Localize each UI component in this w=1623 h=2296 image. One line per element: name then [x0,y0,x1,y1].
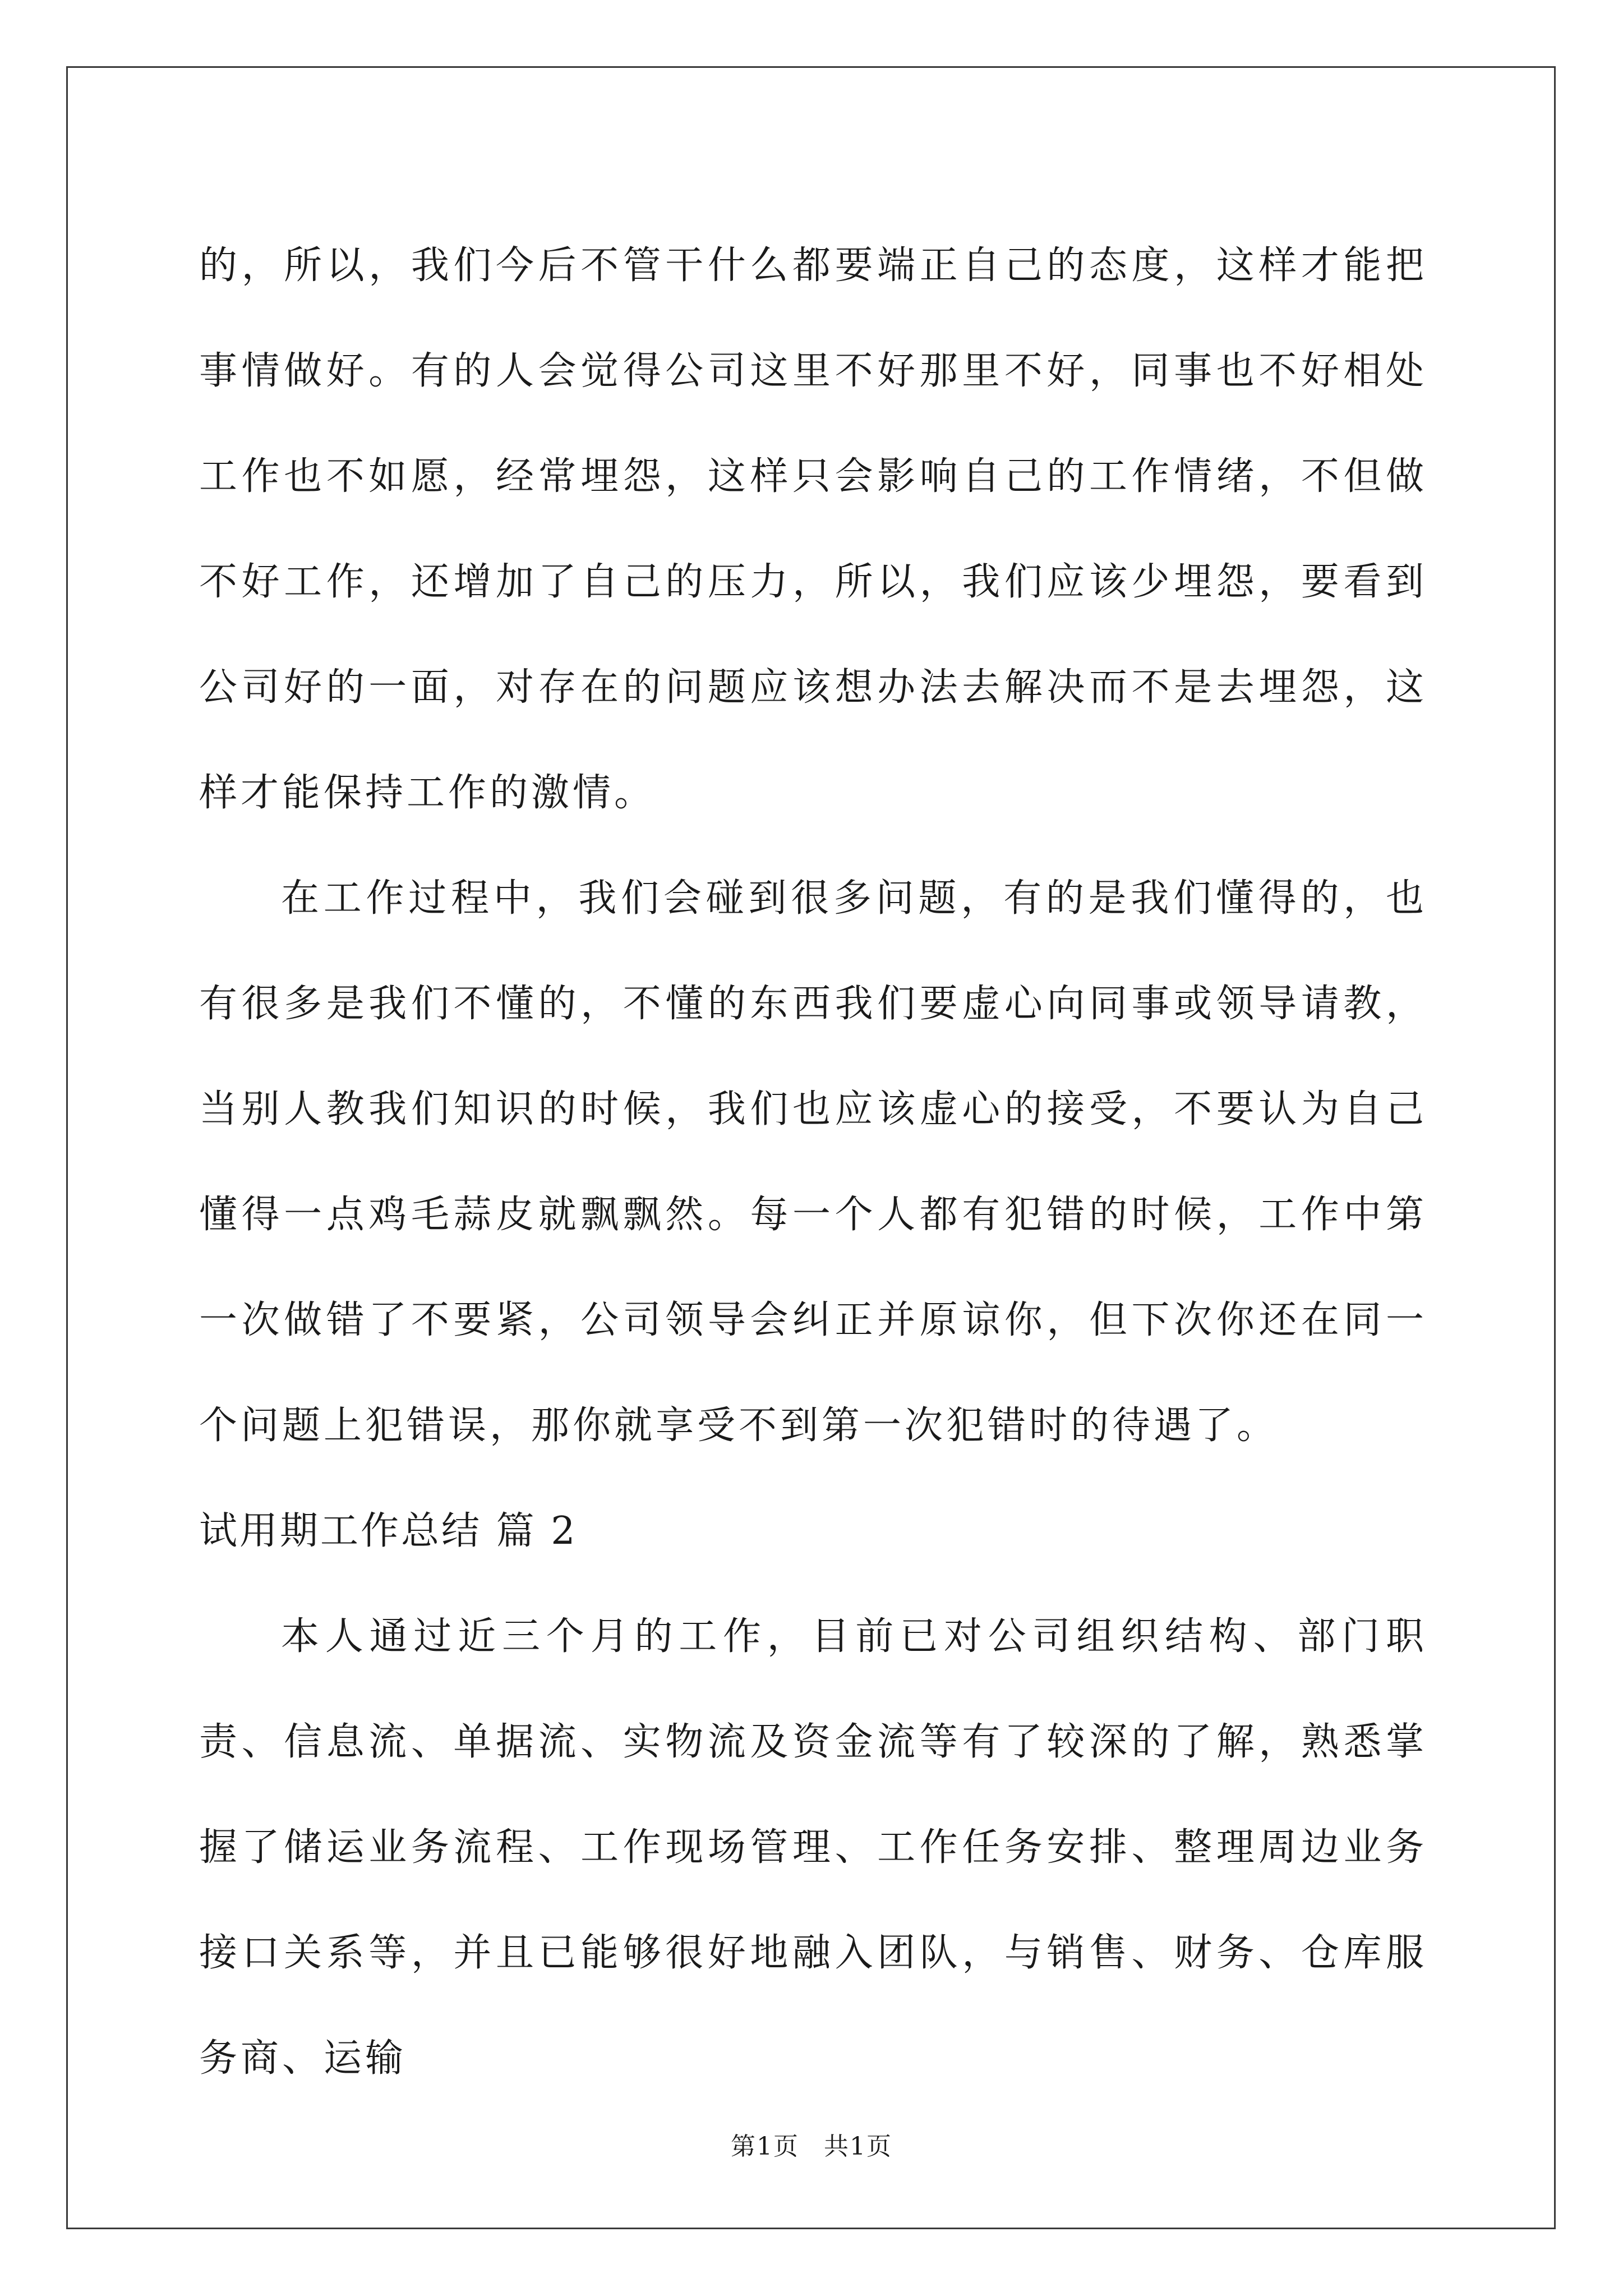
section-heading: 试用期工作总结 篇 2 [199,1509,578,1553]
page-footer [0,2126,1623,2162]
page-total: 共1页 [824,2132,892,2161]
paragraph-learning: 在工作过程中，我们会碰到很多问题，有的是我们懂得的，也有很多是我们不懂的，不懂的东西我们要虚心向同事或领导请教，当别人教我们知识的时候，我们也应该虚心的接受，不要认为自己懂得一点鸡毛蒜皮就飘飘然。每一个人都有犯错的时候，工作中第一次做错了不要紧，公司领导会纠正并原谅你，但下次你还在同一个问题上犯错误，那你就享受不到第一次犯错时的待遇了。 [199,876,1427,1448]
paragraph-section-2: 本人通过近三个月的工作，目前已对公司组织结构、部门职责、信息流、单据流、实物流及资金流等有了较深的了解，熟悉掌握了储运业务流程、工作现场管理、工作任务安排、整理周边业务接口关系等，并且已能够很好地融入团队，与销售、财务、仓库服务商、运输 [199,1614,1427,2081]
page-number: 第1页 [731,2132,799,2161]
paragraph-continuation: 的，所以，我们今后不管干什么都要端正自己的态度，这样才能把事情做好。有的人会觉得公司这里不好那里不好，同事也不好相处工作也不如愿，经常埋怨，这样只会影响自己的工作情绪，不但做不好工作，还增加了自己的压力，所以，我们应该少埋怨，要看到公司好的一面，对存在的问题应该想办法去解决而不是去埋怨，这样才能保持工作的激情。 [199,243,1427,815]
document-body [199,213,1427,2111]
